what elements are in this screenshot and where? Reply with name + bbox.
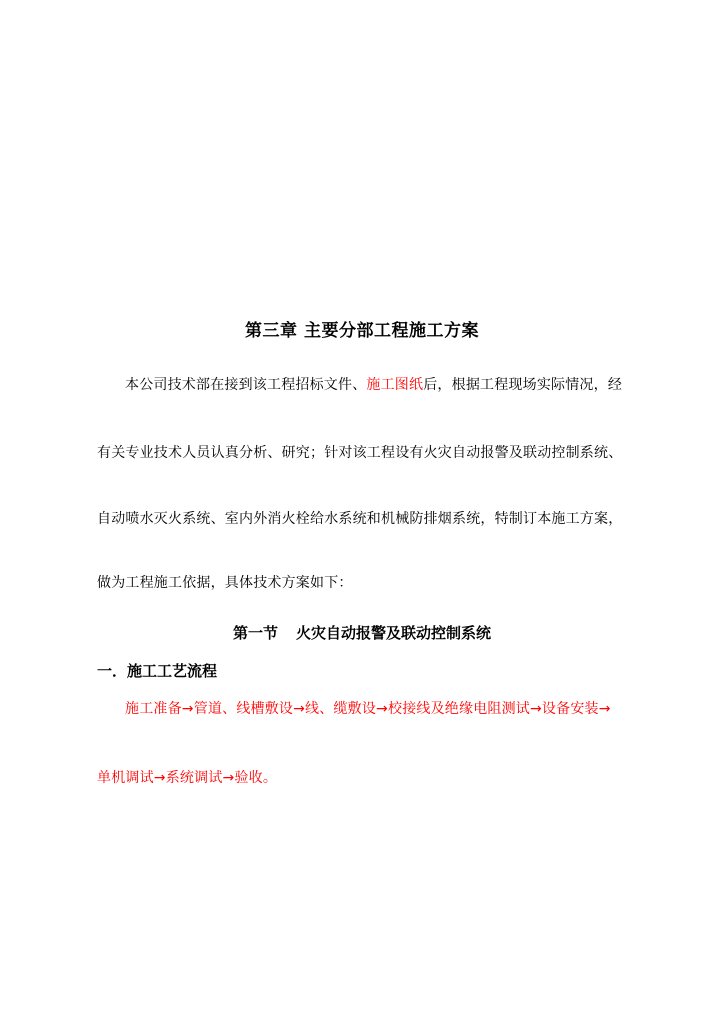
intro-line-2: 有关专业技术人员认真分析、研究；针对该工程设有火灾自动报警及联动控制系统、 bbox=[97, 445, 623, 461]
intro-line-1-after: 后，根据工程现场实际情况，经 bbox=[423, 377, 623, 393]
process-line-1: 施工准备→管道、线槽敷设→线、缆敷设→校接线及绝缘电阻测试→设备安装→ bbox=[125, 701, 611, 717]
section-name: 火灾自动报警及联动控制系统 bbox=[296, 624, 492, 642]
section-title bbox=[0, 622, 724, 643]
intro-line-4: 做为工程施工依据，具体技术方案如下： bbox=[97, 575, 353, 591]
process-line-2: 单机调试→系统调试→验收。 bbox=[97, 770, 278, 786]
intro-highlight-drawings: 施工图纸 bbox=[366, 377, 424, 393]
intro-line-3: 自动喷水灭火系统、室内外消火栓给水系统和机械防排烟系统，特制订本施工方案， bbox=[97, 511, 623, 527]
intro-line-1-before: 本公司技术部在接到该工程招标文件、 bbox=[125, 377, 367, 393]
intro-line-1 bbox=[125, 374, 622, 394]
chapter-title: 第三章 主要分部工程施工方案 bbox=[245, 321, 479, 341]
subsection-title: 一．施工工艺流程 bbox=[97, 662, 218, 680]
section-number: 第一节 bbox=[232, 624, 278, 642]
